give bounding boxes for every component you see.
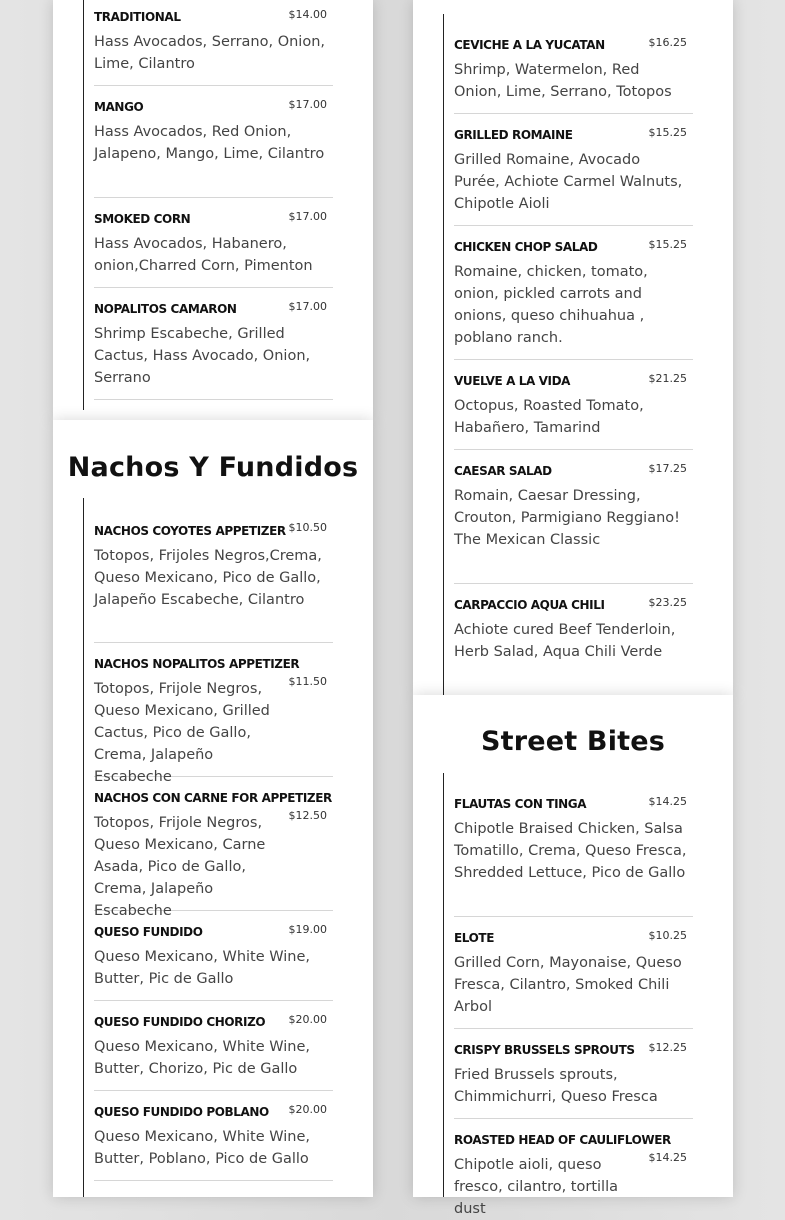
menu-item[interactable] [454,1029,693,1119]
item-price: $14.25 [648,795,687,808]
item-price: $21.25 [648,372,687,385]
section-rule [443,773,444,1197]
item-description: Totopos, Frijole Negros, Queso Mexicano, Carne Asada, Pico de Gallo, Crema, Jalapeño Escabeche [94,815,266,919]
menu-item[interactable] [94,86,333,198]
item-price: $15.25 [648,126,687,139]
section-rule [83,0,84,410]
menu-item[interactable] [94,198,333,288]
item-name: CRISPY BRUSSELS SPROUTS [454,1043,635,1057]
item-price: $19.00 [288,923,327,936]
item-name: CAESAR SALAD [454,464,552,478]
item-name: NACHOS CON CARNE FOR APPETIZER [94,791,332,805]
menu-item[interactable] [94,0,333,86]
item-description: Queso Mexicano, White Wine, Butter, Poblano, Pico de Gallo [94,1129,311,1167]
item-description: Totopos, Frijoles Negros,Crema, Queso Mexicano, Pico de Gallo, Jalapeño Escabeche, Cilantro [94,548,322,608]
item-price: $14.00 [288,8,327,21]
salads-section [413,0,733,695]
item-price: $17.25 [648,462,687,475]
item-description: Queso Mexicano, White Wine, Butter, Chorizo, Pic de Gallo [94,1039,311,1077]
item-name: NACHOS COYOTES APPETIZER [94,524,286,538]
item-name: QUESO FUNDIDO CHORIZO [94,1015,266,1029]
item-description: Romain, Caesar Dressing, Crouton, Parmigiano Reggiano! The Mexican Classic [454,488,680,548]
item-price: $20.00 [288,1013,327,1026]
menu-item[interactable] [94,1001,333,1091]
item-name: FLAUTAS CON TINGA [454,797,587,811]
item-price: $12.25 [648,1041,687,1054]
section-title: Street Bites [480,726,666,757]
item-price: $12.50 [288,809,327,822]
menu-item[interactable] [454,450,693,584]
item-price: $15.25 [648,238,687,251]
item-name: VUELVE A LA VIDA [454,374,571,388]
item-name: QUESO FUNDIDO [94,925,203,939]
item-price: $11.50 [288,675,327,688]
item-description: Grilled Romaine, Avocado Purée, Achiote Carmel Walnuts, Chipotle Aioli [454,152,683,212]
menu-item[interactable] [454,781,693,917]
item-name: CHICKEN CHOP SALAD [454,240,598,254]
item-name: ROASTED HEAD OF CAULIFLOWER [454,1133,671,1147]
item-name: NACHOS NOPALITOS APPETIZER [94,657,300,671]
item-description: Shrimp, Watermelon, Red Onion, Lime, Serrano, Totopos [454,62,672,100]
item-price: $14.25 [648,1151,687,1164]
guacamole-section [53,0,373,420]
menu-item[interactable] [94,911,333,1001]
item-price: $10.25 [648,929,687,942]
item-description: Hass Avocados, Red Onion, Jalapeno, Mango, Lime, Cilantro [94,124,325,162]
item-name: MANGO [94,100,144,114]
item-description: Hass Avocados, Serrano, Onion, Lime, Cilantro [94,34,325,72]
item-name: TRADITIONAL [94,10,181,24]
item-name: CARPACCIO AQUA CHILI [454,598,605,612]
item-description: Grilled Corn, Mayonaise, Queso Fresca, Cilantro, Smoked Chili Arbol [454,955,682,1015]
item-description: Queso Mexicano, White Wine, Butter, Pic de Gallo [94,949,311,987]
menu-item[interactable] [94,288,333,400]
item-price: $17.00 [288,300,327,313]
item-description: Achiote cured Beef Tenderloin, Herb Salad, Aqua Chili Verde [454,622,676,660]
item-price: $23.25 [648,596,687,609]
item-description: Fried Brussels sprouts, Chimmichurri, Queso Fresca [454,1067,658,1105]
menu-item[interactable] [454,917,693,1029]
section-rule [443,14,444,695]
item-description: Chipotle aioli, queso fresco, cilantro, tortilla dust [454,1157,618,1217]
item-price: $17.00 [288,210,327,223]
menu-item[interactable] [454,584,693,692]
menu-item[interactable] [94,643,333,785]
item-price: $20.00 [288,1103,327,1116]
item-price: $16.25 [648,36,687,49]
menu-item[interactable] [94,1091,333,1181]
item-name: QUESO FUNDIDO POBLANO [94,1105,269,1119]
item-name: ELOTE [454,931,495,945]
menu-item[interactable] [94,507,333,643]
section-rule [83,498,84,1197]
item-name: NOPALITOS CAMARON [94,302,237,316]
menu-item[interactable] [454,226,693,360]
item-description: Octopus, Roasted Tomato, Habañero, Tamarind [454,398,644,436]
item-price: $10.50 [288,521,327,534]
item-description: Shrimp Escabeche, Grilled Cactus, Hass Avocado, Onion, Serrano [94,326,311,386]
menu-item[interactable] [454,24,693,114]
item-name: CEVICHE A LA YUCATAN [454,38,605,52]
item-name: GRILLED ROMAINE [454,128,573,142]
menu-item[interactable] [454,114,693,226]
item-description: Chipotle Braised Chicken, Salsa Tomatillo, Crema, Queso Fresca, Shredded Lettuce, Pico de Gallo [454,821,687,881]
street-bites-section [413,695,733,1217]
nachos-section [53,420,373,1197]
item-price: $17.00 [288,98,327,111]
section-title: Nachos Y Fundidos [67,452,359,483]
item-description: Hass Avocados, Habanero, onion,Charred Corn, Pimenton [94,236,313,274]
menu-item[interactable] [454,1119,693,1217]
item-description: Romaine, chicken, tomato, onion, pickled carrots and onions, queso chihuahua , poblano ranch. [454,264,648,346]
item-name: SMOKED CORN [94,212,191,226]
menu-item[interactable] [454,360,693,450]
item-description: Totopos, Frijole Negros, Queso Mexicano, Grilled Cactus, Pico de Gallo, Crema, Jalapeño Escabeche [94,681,270,785]
menu-item[interactable] [94,777,333,919]
